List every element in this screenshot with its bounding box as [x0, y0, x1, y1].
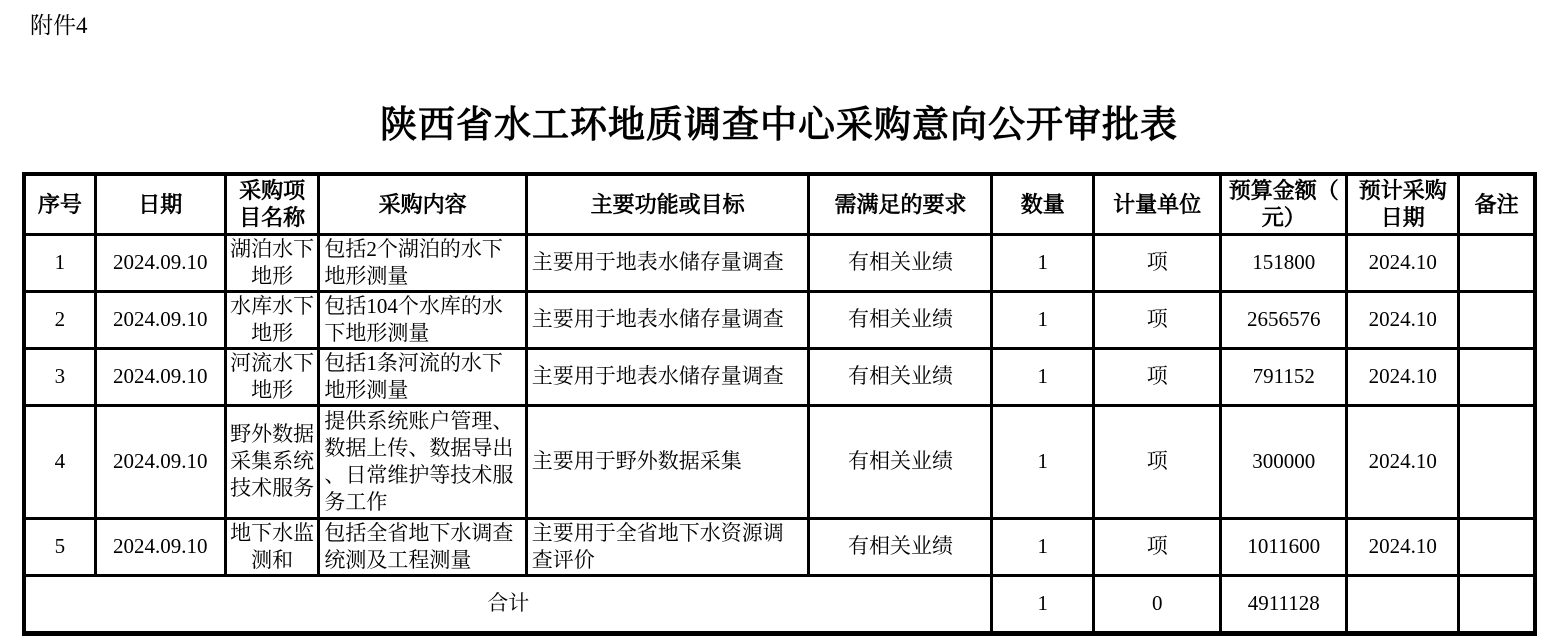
cell-budget: 1011600 — [1221, 518, 1347, 575]
header-quantity: 数量 — [992, 174, 1094, 234]
cell-remark — [1459, 234, 1535, 291]
cell-date: 2024.09.10 — [95, 234, 225, 291]
header-purpose: 主要功能或目标 — [526, 174, 809, 234]
total-budget: 4911128 — [1221, 575, 1347, 633]
cell-content: 包括全省地下水调查统测及工程测量 — [319, 518, 526, 575]
cell-project-name: 河流水下地形 — [225, 348, 319, 405]
cell-quantity: 1 — [992, 405, 1094, 518]
table-header-row — [24, 174, 1535, 234]
cell-seq: 5 — [24, 518, 95, 575]
cell-content: 包括1条河流的水下地形测量 — [319, 348, 526, 405]
header-requirement: 需满足的要求 — [809, 174, 992, 234]
attachment-label: 附件4 — [30, 13, 88, 38]
cell-seq: 1 — [24, 234, 95, 291]
cell-remark — [1459, 291, 1535, 348]
cell-purpose: 主要用于地表水储存量调查 — [526, 348, 809, 405]
total-unit: 0 — [1094, 575, 1221, 633]
cell-unit: 项 — [1094, 518, 1221, 575]
cell-remark — [1459, 405, 1535, 518]
cell-plan-date: 2024.10 — [1347, 234, 1459, 291]
cell-unit: 项 — [1094, 348, 1221, 405]
cell-remark — [1459, 348, 1535, 405]
cell-budget: 2656576 — [1221, 291, 1347, 348]
header-budget: 预算金额（元） — [1221, 174, 1347, 234]
cell-project-name: 地下水监测和 — [225, 518, 319, 575]
total-label: 合计 — [24, 575, 992, 633]
cell-content: 包括104个水库的水下地形测量 — [319, 291, 526, 348]
header-unit: 计量单位 — [1094, 174, 1221, 234]
cell-plan-date: 2024.10 — [1347, 518, 1459, 575]
cell-project-name: 野外数据采集系统技术服务 — [225, 405, 319, 518]
header-seq: 序号 — [24, 174, 95, 234]
cell-quantity: 1 — [992, 234, 1094, 291]
cell-requirement: 有相关业绩 — [809, 291, 992, 348]
table-row — [24, 518, 1535, 575]
cell-quantity: 1 — [992, 518, 1094, 575]
cell-seq: 4 — [24, 405, 95, 518]
header-content: 采购内容 — [319, 174, 526, 234]
cell-content: 包括2个湖泊的水下地形测量 — [319, 234, 526, 291]
total-quantity: 1 — [992, 575, 1094, 633]
cell-date: 2024.09.10 — [95, 405, 225, 518]
cell-plan-date: 2024.10 — [1347, 348, 1459, 405]
cell-purpose: 主要用于地表水储存量调查 — [526, 234, 809, 291]
table-row — [24, 234, 1535, 291]
cell-requirement: 有相关业绩 — [809, 518, 992, 575]
cell-purpose: 主要用于全省地下水资源调查评价 — [526, 518, 809, 575]
cell-seq: 3 — [24, 348, 95, 405]
cell-unit: 项 — [1094, 405, 1221, 518]
total-remark — [1459, 575, 1535, 633]
cell-project-name: 湖泊水下地形 — [225, 234, 319, 291]
table-row — [24, 405, 1535, 518]
cell-date: 2024.09.10 — [95, 348, 225, 405]
cell-budget: 300000 — [1221, 405, 1347, 518]
cell-remark — [1459, 518, 1535, 575]
cell-requirement: 有相关业绩 — [809, 234, 992, 291]
header-plan-date: 预计采购日期 — [1347, 174, 1459, 234]
cell-plan-date: 2024.10 — [1347, 291, 1459, 348]
cell-quantity: 1 — [992, 348, 1094, 405]
cell-unit: 项 — [1094, 291, 1221, 348]
page-title: 陕西省水工环地质调查中心采购意向公开审批表 — [380, 105, 1178, 146]
header-date: 日期 — [95, 174, 225, 234]
cell-content: 提供系统账户管理、数据上传、数据导出、日常维护等技术服务工作 — [319, 405, 526, 518]
cell-date: 2024.09.10 — [95, 518, 225, 575]
cell-plan-date: 2024.10 — [1347, 405, 1459, 518]
cell-purpose: 主要用于野外数据采集 — [526, 405, 809, 518]
cell-requirement: 有相关业绩 — [809, 405, 992, 518]
header-project-name: 采购项目名称 — [225, 174, 319, 234]
procurement-approval-table — [22, 172, 1537, 636]
table-total-row — [24, 575, 1535, 633]
total-plan-date — [1347, 575, 1459, 633]
cell-unit: 项 — [1094, 234, 1221, 291]
cell-budget: 151800 — [1221, 234, 1347, 291]
header-remark: 备注 — [1459, 174, 1535, 234]
cell-project-name: 水库水下地形 — [225, 291, 319, 348]
cell-budget: 791152 — [1221, 348, 1347, 405]
cell-date: 2024.09.10 — [95, 291, 225, 348]
cell-quantity: 1 — [992, 291, 1094, 348]
table-row — [24, 348, 1535, 405]
table-row — [24, 291, 1535, 348]
cell-seq: 2 — [24, 291, 95, 348]
cell-purpose: 主要用于地表水储存量调查 — [526, 291, 809, 348]
cell-requirement: 有相关业绩 — [809, 348, 992, 405]
